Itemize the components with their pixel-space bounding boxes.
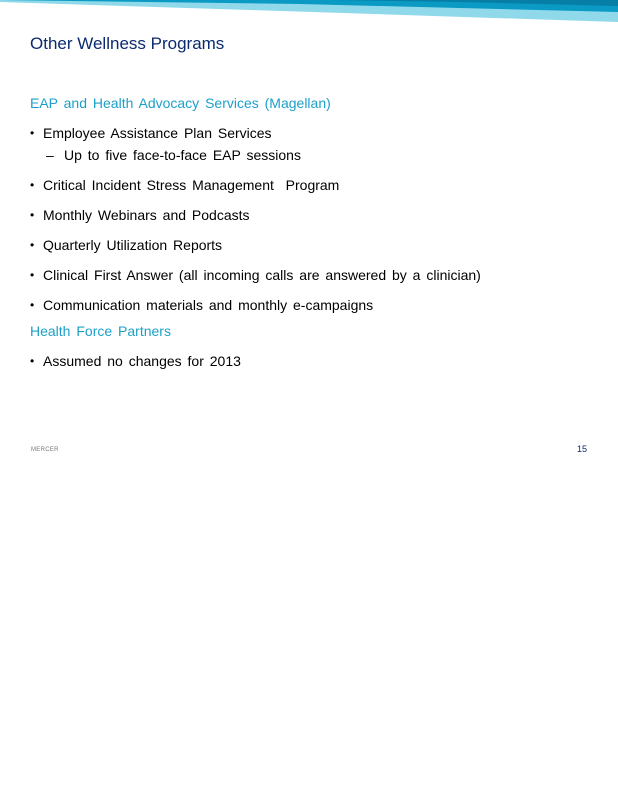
list-item-text: Critical Incident Stress Management Program [43,177,340,193]
section-heading-eap: EAP and Health Advocacy Services (Magellan) [30,95,331,111]
list-item-text: Employee Assistance Plan Services [43,125,272,141]
list-item-text: Communication materials and monthly e-campaigns [43,297,374,313]
bullet-icon: • [30,298,35,312]
bullet-icon: • [30,268,35,282]
list-item [30,266,600,284]
list-item [30,236,600,254]
bullet-icon: • [30,126,35,140]
list-item [30,296,600,314]
page-title: Other Wellness Programs [30,34,225,53]
bullet-icon: • [30,354,35,368]
slide-content [30,94,600,382]
list-item-text: Monthly Webinars and Podcasts [43,207,250,223]
section-heading-health-force: Health Force Partners [30,323,171,339]
list-item-text: Assumed no changes for 2013 [43,353,241,369]
footer-brand: MERCER [31,447,59,453]
header-decorative-band [0,0,618,26]
list-item [30,352,600,370]
list-item-text: Clinical First Answer (all incoming calls are answered by a clinician) [43,267,481,283]
bullet-icon: • [30,238,35,252]
bullet-icon: • [30,178,35,192]
dash-icon: – [46,147,54,163]
sub-list-item [30,146,600,164]
page-number: 15 [577,444,588,454]
sub-list-item-text: Up to five face-to-face EAP sessions [64,147,301,163]
list-item [30,206,600,224]
bullet-icon: • [30,208,35,222]
list-item-text: Quarterly Utilization Reports [43,237,223,253]
list-item [30,124,600,164]
list-item [30,176,600,194]
